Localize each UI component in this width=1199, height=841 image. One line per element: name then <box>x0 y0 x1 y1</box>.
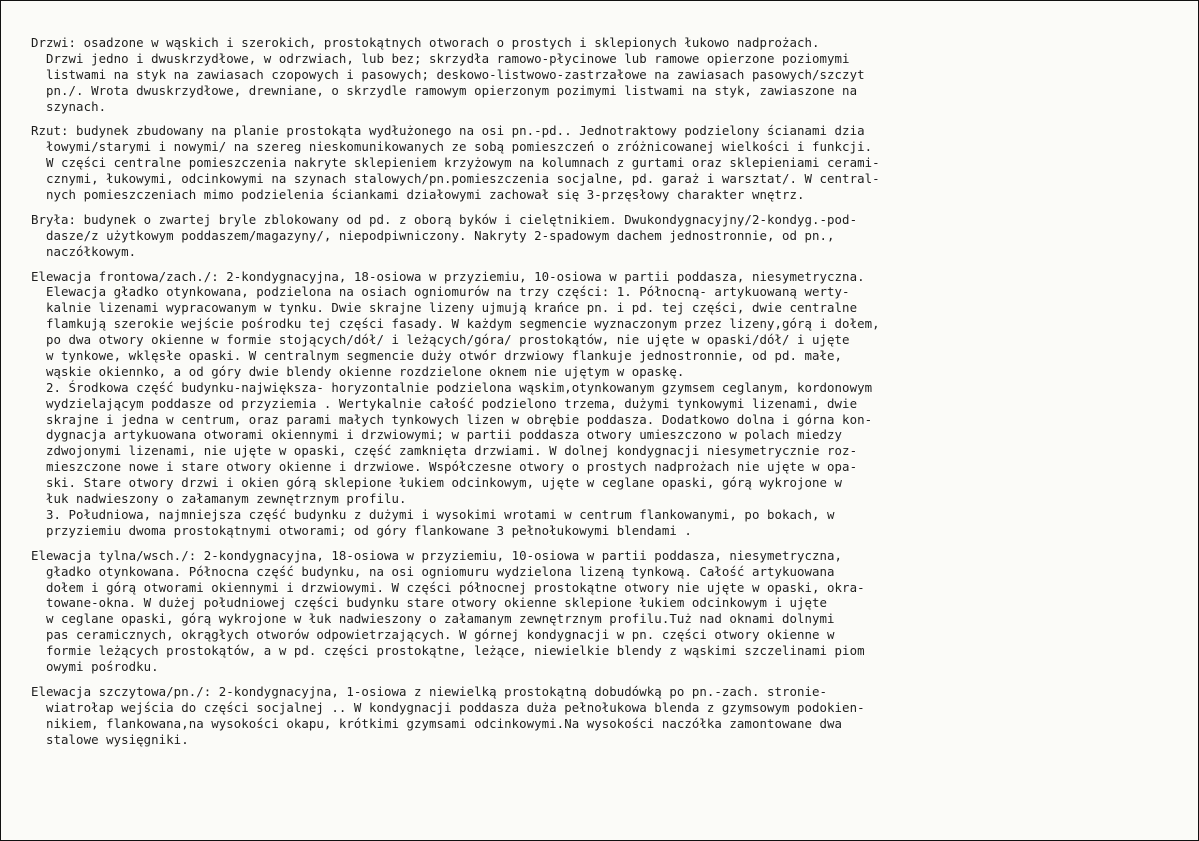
paragraph-rzut <box>31 123 1186 202</box>
typed-description-text <box>31 35 1186 756</box>
paragraph-bryla <box>31 212 1186 260</box>
text-line: skrajne i jedna w centrum, oraz parami małych tynkowych lizen w obrębie poddasza. Dodatkowo dolna i górna kon- <box>31 411 873 427</box>
text-line: mieszczone nowe i stare otwory okienne i drzwiowe. Współczesne otwory o prostych nadprożach nie ujęte w opa- <box>31 459 858 475</box>
text-line: przyziemiu dwoma prostokątnymi otworami; od góry flankowane 3 pełnołukowymi blendami . <box>31 522 692 538</box>
text-line: gładko otynkowana. Północna część budynku, na osi ogniomuru wydzielona lizeną tynkową. Całość artykuowana <box>31 563 835 579</box>
text-line: owymi pośrodku. <box>31 658 159 674</box>
text-line: dasze/z użytkowym poddaszem/magazyny/, niepodpiwniczony. Nakryty 2-spadowym dachem jednostronnie, od pn., <box>31 227 835 243</box>
text-line: łuk nadwieszony o załamanym zewnętrznym profilu. <box>31 491 407 507</box>
text-line: Bryła: budynek o zwartej bryle zblokowany od pd. z oborą byków i cielętnikiem. Dwukondygnacyjny/2-kondyg.-pod- <box>31 211 858 227</box>
text-line: flamkują szerokie wejście pośrodku tej części fasady. W każdym segmencie wyznaczonym przez lizeny,górą i dołem, <box>31 316 880 332</box>
text-line: nikiem, flankowana,na wysokości okapu, krótkimi gzymsami odcinkowymi.Na wysokości naczółka zamontowane dwa <box>31 715 843 731</box>
text-line: listwami na styk na zawiasach czopowych i pasowych; deskowo-listwowo-zastrzałowe na zawiasach pasowych/szczyt <box>31 66 865 82</box>
text-line: wydzielającym poddasze od przyziemia . Wertykalnie całość podzielono trzema, dużymi tynkowymi lizenami, dwie <box>31 395 858 411</box>
text-line: Elewacja szczytowa/pn./: 2-kondygnacyjna, 1-osiowa z niewielką prostokątną dobudówką po pn.-zach. stronie- <box>31 683 828 699</box>
text-line: Drzwi: osadzone w wąskich i szerokich, prostokątnych otworach o prostych i sklepionych łukowo nadprożach. <box>31 35 820 50</box>
text-line: łowymi/starymi i nowymi/ na szereg nieskomunikowanych ze sobą pomieszczeń o zróżnicowanej wielkości i funkcji. <box>31 139 873 155</box>
text-line: towane-okna. W dużej południowej części budynku stare otwory okienne sklepione łukiem odcinkowym i ujęte <box>31 595 828 611</box>
paragraph-elewacja-frontowa <box>31 269 1186 539</box>
text-line: 3. Południowa, najmniejsza część budynku z dużymi i wysokimi wrotami w centrum flankowanymi, po bokach, w <box>31 506 835 522</box>
paragraph-elewacja-tylna <box>31 548 1186 675</box>
text-line: po dwa otwory okienne w formie stojących/dół/ i leżących/góra/ prostokątów, nie ujęte w opaski/dół/ i ujęte <box>31 332 850 348</box>
text-line: nych pomieszczeniach mimo podzielenia ściankami działowymi zachował się 3-przęsłowy charakter wnętrz. <box>31 187 805 203</box>
text-line: cznymi, łukowymi, odcinkowymi na szynach stalowych/pn.pomieszczenia socjalne, pd. garaż i warsztat/. W central- <box>31 171 880 187</box>
text-line: Elewacja tylna/wsch./: 2-kondygnacyjna, 18-osiowa w przyziemiu, 10-osiowa w partii poddasza, niesymetryczna, <box>31 547 843 563</box>
text-line: naczółkowym. <box>31 243 137 259</box>
text-line: formie leżących prostokątów, a w pd. części prostokątne, leżące, niewielkie blendy z wąskimi szczelinami piom <box>31 643 865 659</box>
text-line: ski. Stare otwory drzwi i okien górą sklepione łukiem odcinkowym, ujęte w ceglane opaski, górą wykrojone w <box>31 475 843 491</box>
text-line: pas ceramicznych, okrągłych otworów odpowietrzających. W górnej kondygnacji w pn. części otwory okienne w <box>31 627 835 643</box>
text-line: W części centralne pomieszczenia nakryte sklepieniem krzyżowym na kolumnach z gurtami oraz sklepieniami cerami- <box>31 155 880 171</box>
text-line: Rzut: budynek zbudowany na planie prostokąta wydłużonego na osi pn.-pd.. Jednotraktowy podzielony ścianami dzia <box>31 123 865 139</box>
text-line: szynach. <box>31 98 107 114</box>
text-line: pn./. Wrota dwuskrzydłowe, drewniane, o skrzydle ramowym opierzonym pozimymi listwami na styk, zawiaszone na <box>31 82 858 98</box>
text-line: kalnie lizenami wypracowanym w tynku. Dwie skrajne lizeny ujmują krańce pn. i pd. tej części, dwie centralne <box>31 300 858 316</box>
text-line: wiatrołap wejścia do części socjalnej .. W kondygnacji poddasza duża pełnołukowa blenda z gzymsowym podokien- <box>31 699 865 715</box>
text-line: w ceglane opaski, górą wykrojone w łuk nadwieszony o załamanym zewnętrznym profilu.Tuż nad oknami dolnymi <box>31 611 835 627</box>
text-line: Elewacja gładko otynkowana, podzielona na osiach ogniomurów na trzy części: 1. Północną- artykuowaną werty- <box>31 284 850 300</box>
paragraph-drzwi <box>31 35 1186 114</box>
text-line: stalowe wysięgniki. <box>31 731 189 747</box>
text-line: Elewacja frontowa/zach./: 2-kondygnacyjna, 18-osiowa w przyziemiu, 10-osiowa w partii poddasza, niesymetryczna. <box>31 268 865 284</box>
text-line: zdwojonymi lizenami, nie ujęte w opaski, część zamknięta drzwiami. W dolnej kondygnacji niesymetrycznie roz- <box>31 443 858 459</box>
text-line: dygnacja artykuowana otworami okiennymi i drzwiowymi; w partii poddasza otwory umieszczono w polach miedzy <box>31 427 843 443</box>
text-line: Drzwi jedno i dwuskrzydłowe, w odrzwiach, lub bez; skrzydła ramowo-płycinowe lub ramowe opierzone poziomymi <box>31 50 850 66</box>
text-line: 2. Środkowa część budynku-największa- horyzontalnie podzielona wąskim,otynkowanym gzymsem ceglanym, kordonowym <box>31 379 873 395</box>
text-line: wąskie okiennko, a od góry dwie blendy okienne rozdzielone oknem nie ujętym w opaskę. <box>31 363 685 379</box>
paragraph-elewacja-szczytowa <box>31 684 1186 748</box>
text-line: dołem i górą otworami okiennymi i drzwiowymi. W części północnej prostokątne otwory nie ujęte w opaski, okra- <box>31 579 865 595</box>
text-line: w tynkowe, wklęsłe opaski. W centralnym segmencie duży otwór drzwiowy flankuje jednostronnie, od pd. małe, <box>31 348 843 364</box>
